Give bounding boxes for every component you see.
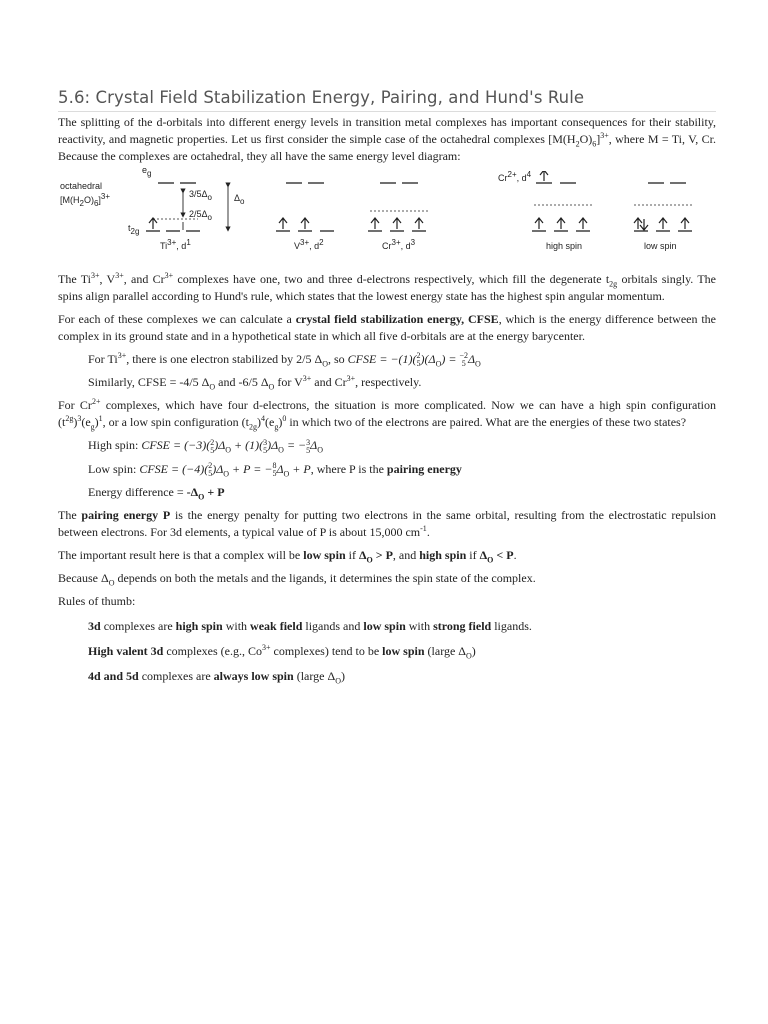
- fraction: 3 5: [263, 437, 268, 455]
- cr2-hs-electron-up-2-icon: [557, 218, 565, 229]
- octahedral-label: octahedral: [60, 181, 103, 191]
- high-spin-caption: high spin: [546, 241, 583, 251]
- rule-item-3: 4d and 5d complexes are always low spin (large $\Delta_O$): [88, 668, 345, 686]
- delta-o-label: $\Delta_o$: [234, 193, 245, 206]
- low-spin-caption: low spin: [644, 241, 677, 251]
- energy-level-diagram: [58, 165, 716, 271]
- paragraph-spin-result: The important result here is that a complex will be low spin if $\Delta_O > P$, and high spin if $\Delta_O < P$.: [58, 547, 517, 565]
- rules-list: [58, 618, 716, 685]
- cr2-hs-electron-up-1-icon: [535, 218, 543, 229]
- page-title: 5.6: Crystal Field Stabilization Energy, Pairing, and Hund's Rule: [58, 88, 585, 107]
- cr2-caption: $Cr^{2+}$, $d^4$: [498, 170, 532, 183]
- fraction: 2 5: [208, 460, 213, 478]
- intro-paragraph: The splitting of the d-orbitals into different energy levels in transition metal complexes has important consequences for their stability, reactivity, and magnetic properties. Let us first consider the simple case of the octahedral complexes $[M(H_2O)_6]^{3+}$, where M = Ti, V, Cr. Because the complexes are octahedral, they all have the same energy level diagram:: [58, 115, 716, 163]
- energy-difference-line: Energy difference = $-\Delta_O + P$: [88, 484, 225, 502]
- paragraph-delta-depends: Because $\Delta_O$ depends on both the metals and the ligands, it determines the spin state of the complex.: [58, 570, 536, 588]
- fraction: −2 5: [459, 351, 468, 369]
- energy-level-diagram-svg: [58, 171, 716, 271]
- paragraph-cfse-definition: For each of these complexes we can calculate a crystal field stabilization energy, CFSE, which is the energy difference between the complex in its ground state and in a hypothetical state in which all five d-orbitals are at the energy barycenter.: [58, 312, 716, 343]
- three-fifths-label: $3/5\Delta_o$: [189, 189, 212, 202]
- cr3-electron-up-3-icon: [415, 218, 423, 229]
- two-fifths-label: $2/5\Delta_o$: [189, 209, 212, 222]
- paragraph-cr2-configurations: For $Cr^{2+}$ complexes, which have four d-electrons, the situation is more complicated. Now we can have a high spin configuration $(t^{2g})^3(e_g)^1$, or a low spin configuration $(t_{2g})^4(e_g)^0$ in which two of the electrons are paired. What are the energies of these two states?: [58, 397, 717, 432]
- v-electron-up-2-icon: [301, 218, 309, 229]
- rule-item-1: 3d complexes are high spin with weak field ligands and low spin with strong field ligands.: [88, 618, 532, 633]
- v-electron-up-1-icon: [279, 218, 287, 229]
- cr2-ls-electron-up-2-icon: [659, 218, 667, 229]
- cr3-electron-up-2-icon: [393, 218, 401, 229]
- document-page: [58, 88, 716, 685]
- t2g-label: $t_{2g}$: [128, 223, 140, 236]
- ti-electron-up-icon: [149, 218, 157, 229]
- paragraph-pairing-energy: The pairing energy P is the energy penalty for putting two electrons in the same orbital, resulting from the electrostatic repulsion between electrons. For 3d elements, a typical value of P is about 15,000 $cm^{-1}$.: [58, 507, 717, 539]
- fraction: 2 5: [416, 351, 421, 369]
- similarly-line: Similarly, CFSE = -4/5 $\Delta_O$ and -6/5 $\Delta_O$ for $V^{3+}$ and $Cr^{3+}$, respectively.: [88, 374, 422, 392]
- cr3-caption: $Cr^{3+}$, $d^3$: [382, 238, 416, 251]
- rule-item-2: High valent 3d complexes (e.g., $Co^{3+}$ complexes) tend to be low spin (large $\Delta_O$): [88, 642, 476, 661]
- v-caption: $V^{3+}$, $d^2$: [294, 238, 324, 251]
- cr2-ls-electron-down-paired-icon: [640, 219, 648, 230]
- fraction: 3 5: [306, 437, 311, 455]
- paragraph-hunds-rule: The $Ti^{3+}$, $V^{3+}$, and $Cr^{3+}$ complexes have one, two and three d-electrons respectively, which fill the degenerate $t_{2g}$ orbitals singly. The spins align parallel according to Hund's rule, which states that the lowest energy state has the highest spin angular momentum.: [58, 271, 717, 303]
- low-spin-cfse-line: Low spin: CFSE = (−4)( 2 5 )$\Delta_O + P$ = − 8 5 $\Delta_O + P$, where P is the pairing energy: [88, 460, 462, 478]
- fraction: 2 5: [210, 437, 215, 455]
- fraction: 8 5: [272, 460, 277, 478]
- complex-label: $[M(H_2O)_6]^{3+}$: [60, 192, 111, 208]
- cr2-ls-electron-up-paired-icon: [634, 218, 642, 229]
- cr2-ls-electron-up-3-icon: [681, 218, 689, 229]
- cr3-electron-up-1-icon: [371, 218, 379, 229]
- eg-label: $e_g$: [142, 165, 152, 178]
- title-divider: [58, 111, 716, 112]
- ti-cfse-line: For $Ti^{3+}$, there is one electron stabilized by 2/5 $\Delta_O$, so CFSE = −(1)( 2 5 )$(\Delta_O)$ = −2 5 $\Delta_O$: [88, 351, 481, 369]
- high-spin-cfse-line: High spin: CFSE = (−3)( 2 5 )$\Delta_O + (1)$( 3 5 )$\Delta_O$ = − 3 5 $\Delta_O$: [88, 437, 323, 455]
- rules-heading: Rules of thumb:: [58, 593, 136, 608]
- cr2-hs-eg-electron-icon: [540, 171, 548, 181]
- ti-caption: $Ti^{3+}$, $d^1$: [160, 238, 191, 251]
- cr2-hs-electron-up-3-icon: [579, 218, 587, 229]
